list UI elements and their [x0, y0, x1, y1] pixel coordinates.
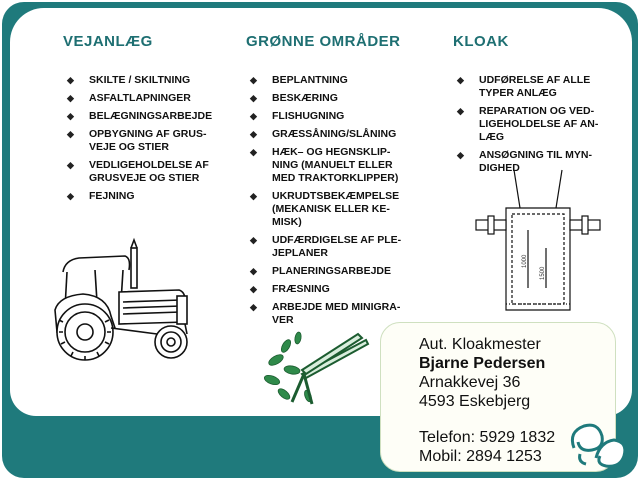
bullet-icon: ◆ — [67, 129, 74, 139]
service-item-label: OPBYGNING AF GRUS- VEJE OG STIER — [89, 128, 207, 153]
contact-title: Aut. Kloakmester — [419, 336, 541, 353]
hedge-shears-illustration — [262, 330, 372, 408]
bullet-icon: ◆ — [250, 93, 257, 103]
service-item — [63, 92, 212, 105]
bullet-icon: ◆ — [250, 235, 257, 245]
bullet-icon: ◆ — [67, 111, 74, 121]
bullet-icon: ◆ — [67, 93, 74, 103]
service-item-label: BELÆGNINGSARBEJDE — [89, 110, 213, 122]
well-depth-label: 1000 — [522, 254, 528, 268]
service-list — [63, 74, 212, 208]
service-item-label: UDFÆRDIGELSE AF PLE- JEPLANER — [272, 234, 402, 259]
service-item-label: GRÆSSÅNING/SLÅNING — [272, 128, 397, 140]
well-cross-section-illustration — [470, 168, 610, 318]
bullet-icon: ◆ — [457, 106, 464, 116]
service-item-label: PLANERINGSARBEJDE — [272, 265, 392, 277]
bullet-icon: ◆ — [457, 150, 464, 160]
bullet-icon: ◆ — [67, 160, 74, 170]
service-item-label: REPARATION OG VED- LIGEHOLDELSE AF AN- LÆG — [479, 105, 599, 143]
service-item — [246, 146, 401, 185]
bullet-icon: ◆ — [250, 266, 257, 276]
service-item-label: FRÆSNING — [272, 283, 330, 295]
bullet-icon: ◆ — [457, 75, 464, 85]
service-item — [246, 301, 401, 327]
company-logo — [566, 418, 632, 472]
service-item-label: VEDLIGEHOLDELSE AF GRUSVEJE OG STIER — [89, 159, 209, 184]
contact-mobile: Mobil: 2894 1253 — [419, 448, 542, 465]
service-item — [246, 92, 401, 105]
service-item — [453, 74, 598, 100]
service-item — [63, 159, 212, 185]
service-item — [246, 74, 401, 87]
column-heading: GRØNNE OMRÅDER — [246, 33, 401, 50]
service-item — [246, 283, 401, 296]
column-heading: KLOAK — [453, 33, 509, 50]
service-item-label: BEPLANTNING — [272, 74, 348, 86]
bullet-icon: ◆ — [250, 75, 257, 85]
service-item — [63, 190, 212, 203]
service-item-label: HÆK– OG HEGNSKLIP- NING (MANUELT ELLER MED TRAKTORKLIPPER) — [272, 146, 399, 184]
service-item-label: UDFØRELSE AF ALLE TYPER ANLÆG — [479, 74, 591, 99]
service-item — [63, 128, 212, 154]
service-list — [246, 74, 401, 332]
bullet-icon: ◆ — [250, 129, 257, 139]
service-item — [246, 265, 401, 278]
service-item — [246, 128, 401, 141]
bullet-icon: ◆ — [67, 75, 74, 85]
contact-phone: Telefon: 5929 1832 — [419, 429, 556, 446]
service-item — [453, 105, 598, 144]
bullet-icon: ◆ — [250, 111, 257, 121]
bullet-icon: ◆ — [250, 302, 257, 312]
service-item-label: ANSØGNING TIL MYN- DIGHED — [479, 149, 592, 174]
service-item — [246, 234, 401, 260]
tractor-illustration — [45, 236, 215, 366]
service-item — [63, 74, 212, 87]
bullet-icon: ◆ — [250, 191, 257, 201]
service-item-label: FEJNING — [89, 190, 135, 202]
service-item-label: UKRUDTSBEKÆMPELSE (MEKANISK ELLER KE- MISK) — [272, 190, 400, 228]
service-item — [246, 190, 401, 229]
service-item-label: ARBEJDE MED MINIGRA- VER — [272, 301, 401, 326]
service-item-label: BESKÆRING — [272, 92, 338, 104]
well-depth-label: 1500 — [540, 266, 546, 280]
service-item — [63, 110, 212, 123]
bullet-icon: ◆ — [250, 147, 257, 157]
service-list — [453, 74, 598, 180]
contact-city: 4593 Eskebjerg — [419, 393, 531, 410]
service-item-label: ASFALTLAPNINGER — [89, 92, 191, 104]
service-item — [246, 110, 401, 123]
service-item-label: FLISHUGNING — [272, 110, 345, 122]
column-heading: VEJANLÆG — [63, 33, 153, 50]
contact-name: Bjarne Pedersen — [419, 355, 546, 372]
service-item-label: SKILTE / SKILTNING — [89, 74, 191, 86]
bullet-icon: ◆ — [67, 191, 74, 201]
bullet-icon: ◆ — [250, 284, 257, 294]
contact-street: Arnakkevej 36 — [419, 374, 521, 391]
